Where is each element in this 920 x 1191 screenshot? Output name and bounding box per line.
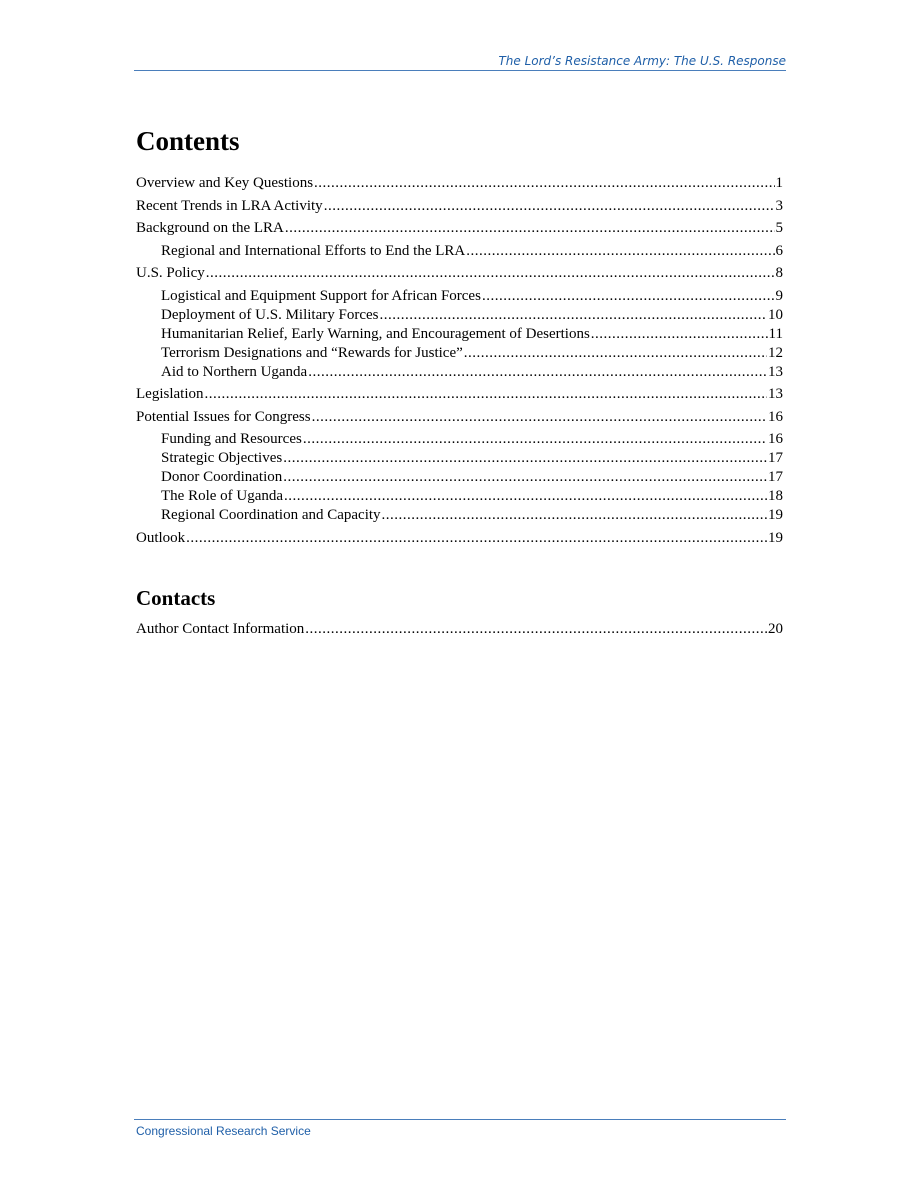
toc-entry-page: 8 — [775, 265, 783, 281]
dot-leader — [482, 287, 775, 306]
toc-entry-page: 17 — [768, 450, 783, 466]
toc-entry[interactable] — [136, 325, 783, 344]
toc-entry[interactable] — [136, 408, 783, 427]
dot-leader — [186, 529, 767, 548]
toc-entry-page: 17 — [768, 469, 783, 485]
toc-entry[interactable] — [136, 385, 783, 404]
toc-entry-label: Legislation — [136, 386, 204, 402]
toc-entry[interactable] — [136, 449, 783, 468]
toc-entry[interactable] — [136, 306, 783, 325]
toc-entry-label: Author Contact Information — [136, 621, 305, 637]
toc-entry[interactable] — [136, 287, 783, 306]
toc-entry-label: Donor Coordination — [161, 469, 283, 485]
toc-entry-label: Outlook — [136, 529, 186, 546]
toc-entry[interactable] — [136, 242, 783, 261]
toc-entry-page: 19 — [768, 507, 783, 523]
dot-leader — [303, 430, 767, 449]
toc-entry[interactable] — [136, 620, 783, 639]
toc-entry-page: 16 — [768, 431, 783, 447]
toc-entry-label: Terrorism Designations and “Rewards for Justice” — [161, 344, 463, 361]
toc-entry[interactable] — [136, 344, 783, 363]
toc-entry[interactable] — [136, 264, 783, 283]
dot-leader — [285, 219, 775, 238]
toc-entry-label: Logistical and Equipment Support for African Forces — [161, 287, 481, 304]
toc-entry[interactable] — [136, 363, 783, 382]
toc-entry-page: 5 — [775, 220, 783, 236]
toc-entry-label: Strategic Objectives — [161, 450, 283, 466]
dot-leader — [464, 344, 767, 363]
toc-entry[interactable] — [136, 529, 783, 548]
contacts-heading: Contacts — [136, 586, 216, 610]
page-footer — [134, 1119, 786, 1138]
dot-leader — [591, 325, 768, 344]
toc-entry-page: 13 — [768, 363, 783, 380]
toc-entry-page: 11 — [768, 325, 783, 342]
toc-entry-label: Deployment of U.S. Military Forces — [161, 306, 379, 323]
contacts-list — [136, 620, 783, 643]
toc-entry-page: 10 — [768, 306, 783, 323]
toc-entry-label: Regional and International Efforts to End the LRA — [161, 242, 466, 259]
dot-leader — [283, 468, 767, 487]
toc-entry-page: 9 — [775, 287, 783, 304]
page-header — [134, 54, 786, 71]
toc-entry-label: Humanitarian Relief, Early Warning, and Encouragement of Desertions — [161, 325, 590, 342]
toc-entry-page: 12 — [768, 344, 783, 361]
toc-entry-page: 1 — [775, 175, 783, 191]
toc-entry[interactable] — [136, 219, 783, 238]
toc-entry-label: Potential Issues for Congress — [136, 408, 311, 425]
dot-leader — [284, 487, 767, 506]
toc-entry[interactable] — [136, 487, 783, 506]
toc-entry-page: 19 — [768, 529, 783, 546]
dot-leader — [312, 408, 767, 427]
dot-leader — [324, 197, 775, 216]
dot-leader — [283, 449, 767, 468]
toc-entry-page: 18 — [768, 488, 783, 504]
toc-entry[interactable] — [136, 430, 783, 449]
toc-entry[interactable] — [136, 174, 783, 193]
toc-entry-label: Overview and Key Questions — [136, 175, 314, 191]
toc-entry-label: Recent Trends in LRA Activity — [136, 197, 323, 214]
footer-organization: Congressional Research Service — [136, 1124, 311, 1138]
dot-leader — [205, 385, 768, 404]
running-title: The Lord’s Resistance Army: The U.S. Response — [498, 54, 786, 68]
toc-entry[interactable] — [136, 468, 783, 487]
toc-entry[interactable] — [136, 506, 783, 525]
dot-leader — [379, 306, 767, 325]
dot-leader — [314, 174, 774, 193]
toc-entry-page: 6 — [775, 242, 783, 259]
toc-entry-label: Regional Coordination and Capacity — [161, 507, 381, 523]
dot-leader — [305, 620, 767, 639]
toc-entry-label: U.S. Policy — [136, 265, 205, 281]
dot-leader — [466, 242, 774, 261]
toc-entry-page: 13 — [768, 386, 783, 402]
toc-entry-page: 16 — [768, 408, 783, 425]
dot-leader — [382, 506, 767, 525]
table-of-contents — [136, 174, 783, 551]
toc-entry-page: 20 — [768, 621, 783, 637]
dot-leader — [308, 363, 767, 382]
toc-entry-label: Background on the LRA — [136, 220, 284, 236]
toc-entry[interactable] — [136, 197, 783, 216]
toc-entry-page: 3 — [775, 197, 783, 214]
toc-entry-label: Aid to Northern Uganda — [161, 363, 308, 380]
toc-entry-label: Funding and Resources — [161, 431, 302, 447]
dot-leader — [206, 264, 775, 283]
toc-entry-label: The Role of Uganda — [161, 488, 284, 504]
contents-heading: Contents — [136, 126, 240, 156]
